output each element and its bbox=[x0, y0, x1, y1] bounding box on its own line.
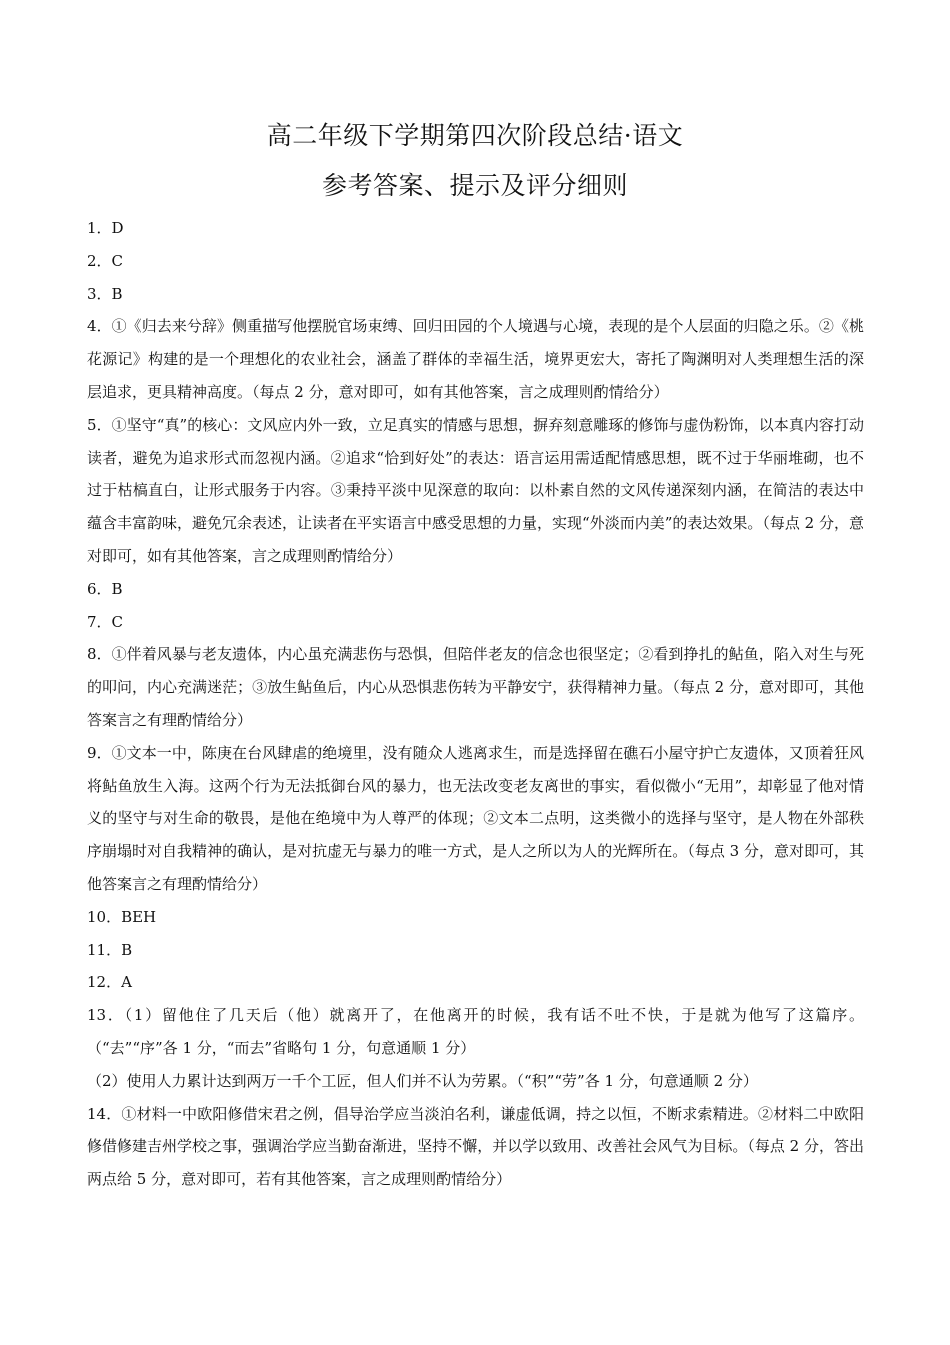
answer-subitem: （2）使用人力累计达到两万一千个工匠，但人们并不认为劳累。（“积”“劳”各 1 分，句意通顺 2 分） bbox=[87, 1071, 758, 1090]
answer-item: 14．①材料一中欧阳修借宋君之例，倡导治学应当淡泊名利，谦虚低调，持之以恒，不断求索精进。②材料二中欧阳修借修建吉州学校之事，强调治学应当勤奋渐进，坚持不懈，并以学以致用、改善社会风气为目标。（每点 2 分，答出两点给 5 分，意对即可，若有其他答案，言之成理则酌情给分） bbox=[87, 1104, 864, 1189]
answer-item: 11．B bbox=[87, 940, 133, 959]
answer-item: 3．B bbox=[87, 284, 123, 303]
answer-item: 6．B bbox=[87, 579, 123, 598]
answer-item: 7．C bbox=[87, 612, 124, 631]
answer-item: 12．A bbox=[87, 973, 132, 992]
answer-item: 9．①文本一中，陈庚在台风肆虐的绝境里，没有随众人逃离求生，而是选择留在礁石小屋守护亡友遗体，又顶着狂风将鲇鱼放生入海。这两个行为无法抵御台风的暴力，也无法改变老友离世的事实，看似微小“无用”，却彰显了他对情义的坚守与对生命的敬畏，是他在绝境中为人尊严的体现；②文本二点明，这类微小的选择与坚守，是人物在外部秩序崩塌时对自我精神的确认，是对抗虚无与暴力的唯一方式，是人之所以为人的光辉所在。（每点 3 分，意对即可，其他答案言之有理酌情给分） bbox=[87, 743, 864, 893]
answer-item: 10．BEH bbox=[87, 907, 157, 926]
answer-item: 4．①《归去来兮辞》侧重描写他摆脱官场束缚、回归田园的个人境遇与心境，表现的是个人层面的归隐之乐。②《桃花源记》构建的是一个理想化的农业社会，涵盖了群体的幸福生活，境界更宏大，寄托了陶渊明对人类理想生活的深层追求，更具精神高度。（每点 2 分，意对即可，如有其他答案，言之成理则酌情给分） bbox=[87, 317, 864, 401]
document-title: 高二年级下学期第四次阶段总结·语文 bbox=[266, 121, 684, 150]
answer-list bbox=[87, 212, 864, 1196]
answer-item: 13．（1）留他住了几天后（他）就离开了，在他离开的时候，我有话不吐不快，于是就为他写了这篇序。（“去”“序”各 1 分，“而去”省略句 1 分，句意通顺 1 分） bbox=[87, 1006, 864, 1057]
answer-item: 1．D bbox=[87, 219, 124, 237]
answer-item: 5．①坚守“真”的核心：文风应内外一致，立足真实的情感与思想，摒弃刻意雕琢的修饰与虚伪粉饰，以本真内容打动读者，避免为追求形式而忽视内涵。②追求“恰到好处”的表达：语言运用需适配情感思想，既不过于华丽堆砌，也不过于枯槁直白，让形式服务于内容。③秉持平淡中见深意的取向：以朴素自然的文风传递深刻内涵，在简洁的表达中蕴含丰富韵味，避免冗余表述，让读者在平实语言中感受思想的力量，实现“外淡而内美”的表达效果。（每点 2 分，意对即可，如有其他答案，言之成理则酌情给分） bbox=[87, 415, 864, 565]
document-subtitle: 参考答案、提示及评分细则 bbox=[321, 171, 628, 200]
answer-item: 2．C bbox=[87, 251, 124, 270]
answer-item: 8．①伴着风暴与老友遗体，内心虽充满悲伤与恐惧，但陪伴老友的信念也很坚定；②看到挣扎的鲇鱼，陷入对生与死的叩问，内心充满迷茫；③放生鲇鱼后，内心从恐惧悲伤转为平静安宁，获得精神力量。（每点 2 分，意对即可，其他答案言之有理酌情给分） bbox=[87, 645, 864, 729]
